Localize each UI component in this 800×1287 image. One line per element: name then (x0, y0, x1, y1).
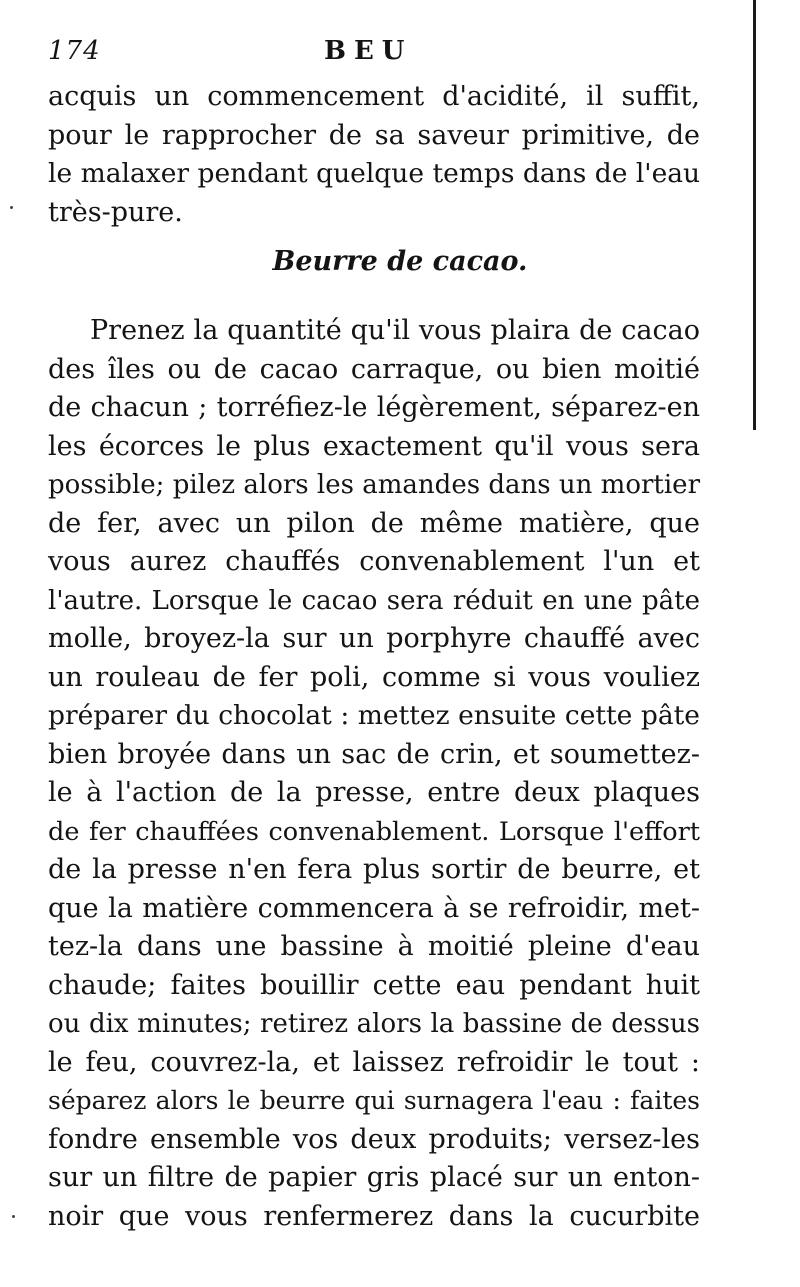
text-line: noir que vous renfermerez dans la cucurbite (48, 1200, 700, 1232)
text-line: le malaxer pendant quelque temps dans de l'eau (48, 158, 701, 189)
running-head: BEU (324, 36, 413, 66)
text-line: possible; pilez alors les amandes dans un mortier (48, 470, 700, 500)
page-edge-rule (753, 0, 756, 430)
text-line: bien broyée dans un sac de crin, et soumettez- (48, 738, 700, 770)
text-line: les écorces le plus exactement qu'il vous sera (48, 430, 700, 462)
text-line: acquis un commencement d'acidité, il suffit, (48, 81, 700, 112)
text-line: de chacun ; torréfiez-le légèrement, séparez-en (48, 392, 700, 423)
scan-speck (10, 206, 13, 209)
text-line: que la matière commencera à se refroidir, met- (48, 892, 700, 924)
text-line: de fer, avec un pilon de même matière, que (48, 507, 700, 539)
recipe-paragraph (48, 312, 700, 1236)
page-number: 174 (48, 36, 101, 66)
text-line: vous aurez chauffés convenablement l'un et (48, 546, 700, 577)
text-line: séparez alors le beurre qui surnagera l'eau : faites (48, 1086, 700, 1115)
text-line: de fer chauffées convenablement. Lorsque l'effort (48, 816, 700, 847)
text-line: molle, broyez-la sur un porphyre chauffé avec (48, 623, 700, 654)
page-header (48, 36, 698, 76)
text-line: chaude; faites bouillir cette eau pendant huit (48, 969, 700, 1001)
text-line: sur un filtre de papier gris placé sur un enton- (48, 1162, 700, 1193)
text-line: ou dix minutes; retirez alors la bassine de dessus (48, 1009, 700, 1039)
text-line: de la presse n'en fera plus sortir de beurre, et (48, 854, 700, 885)
text-line: le à l'action de la presse, entre deux plaques (48, 777, 700, 808)
text-line: le feu, couvrez-la, et laissez refroidir le tout : (48, 1046, 700, 1078)
text-line: un rouleau de fer poli, comme si vous vouliez (48, 661, 700, 693)
text-line: fondre ensemble vos deux produits; versez-les (48, 1123, 700, 1155)
text-line: Prenez la quantité qu'il vous plaira de cacao (90, 315, 700, 346)
section-heading: Beurre de cacao. (272, 246, 528, 277)
text-line: l'autre. Lorsque le cacao sera réduit en une pâte (48, 585, 700, 616)
text-line: pour le rapprocher de sa saveur primitive, de (48, 119, 700, 151)
scan-speck (12, 1215, 15, 1218)
text-line: des îles ou de cacao carraque, ou bien moitié (48, 353, 700, 385)
text-line: très-pure. (48, 196, 183, 228)
text-line: tez-la dans une bassine à moitié pleine d'eau (48, 931, 700, 962)
continuation-paragraph (48, 78, 700, 232)
text-line: préparer du chocolat : mettez ensuite cette pâte (48, 700, 700, 731)
